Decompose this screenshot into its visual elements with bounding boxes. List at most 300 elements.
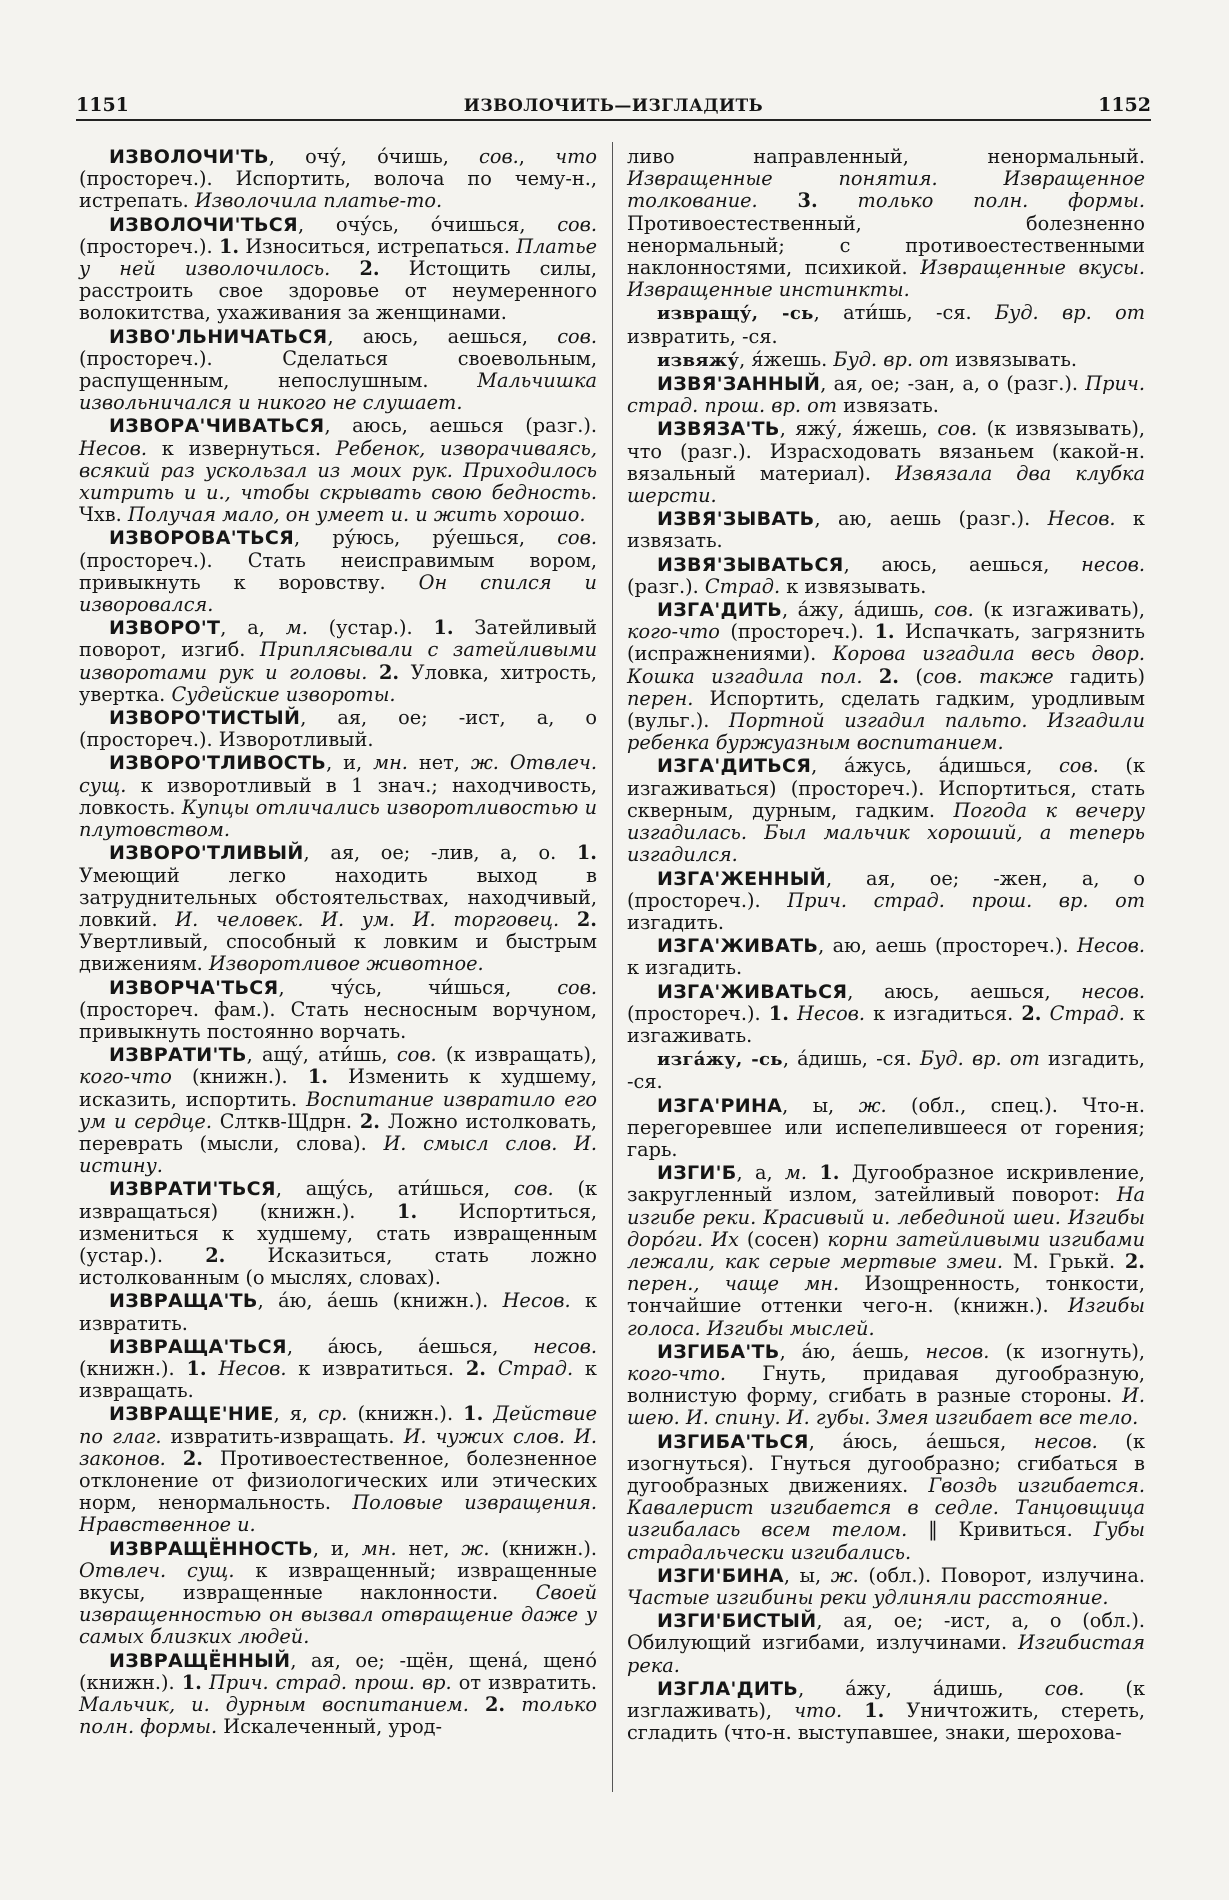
definition-text: , а́ю, а́ешь, (779, 1339, 926, 1363)
definition-text: (обл.). Поворот, излучина. (858, 1563, 1145, 1587)
definition-text: (книжн.). (347, 1402, 464, 1426)
example-text: Гвоздь изгибается. Кавалерист изгибается в седле. Танцовщица изгибалась всем телом. (627, 1473, 1145, 1542)
definition-text: , а́жу, а́дишь, (782, 598, 934, 622)
definition-text: (книжн.). (171, 1065, 308, 1089)
definition-text: Умеющий легко находить выход в затруднительных обстоятельствах, находчивый, ловкий. (79, 863, 597, 931)
definition-text: к изгаживать. (627, 1001, 1145, 1047)
definition-text: , а́жу, а́дишь, (798, 1676, 1045, 1700)
headword: ИЗВОЛОЧИ'ТЬ (109, 146, 269, 168)
example-text: Изгибистая река. (627, 1631, 1145, 1677)
definition-text: к извращенный; извращенные вкусы, извращенные наклонности. (79, 1558, 597, 1604)
sense-number: 2. (1021, 1001, 1042, 1025)
dictionary-entry (627, 1610, 1145, 1677)
definition-text: изгадить. (627, 910, 724, 934)
example-text: Он спился и изворовался. (79, 570, 597, 617)
definition-text: Уловка, хитрость, увертка. (79, 660, 597, 706)
definition-text: Испортить, сделать гадким, уродливым (вульг.). (627, 686, 1145, 733)
headword: ИЗГА'ЖИВАТЬ (657, 935, 819, 958)
example-text: Воспитание извратило его ум и сердце. (79, 1087, 597, 1133)
headword: ИЗВОРО'Т (109, 617, 221, 640)
definition-text: , а́юсь, а́ешься, (286, 1334, 534, 1358)
left-column (79, 146, 597, 1739)
definition-text: к извратить. (79, 1289, 597, 1335)
example-text: мн. (361, 1536, 397, 1560)
example-text: несов. (1033, 1429, 1098, 1453)
definition-text (207, 1357, 219, 1380)
headword: ИЗГИБА'ТЬСЯ (657, 1430, 809, 1453)
example-text: несов. (1081, 979, 1145, 1003)
definition-text: (устар.). (307, 616, 434, 640)
definition-text: Изменить к худшему, исказить, испортить. (79, 1065, 597, 1111)
example-text: перен. (627, 686, 694, 710)
sense-number: 3. (797, 189, 818, 213)
dictionary-entry (627, 1048, 1145, 1093)
headword: ИЗВОРО'ТИСТЫЙ (109, 707, 301, 730)
dictionary-entry (79, 707, 597, 751)
headword: ИЗГА'ЖЕННЫЙ (657, 867, 826, 890)
headword: ИЗВОРО'ТЛИВОСТЬ (109, 752, 327, 775)
dictionary-entry (79, 1336, 597, 1403)
headword: ИЗГА'ДИТЬ (657, 599, 782, 622)
dictionary-entry (627, 981, 1145, 1048)
dictionary-entry (79, 146, 597, 213)
definition-text: (к изглаживать), (627, 1676, 1146, 1723)
example-text: Портной изгадил пальто. Изгадили ребенка буржуазным воспитанием. (627, 709, 1145, 755)
dictionary-entry (79, 326, 597, 415)
dictionary-entry (627, 1341, 1145, 1430)
sense-number: 2. (205, 1243, 226, 1267)
sense-number: 2. (182, 1446, 203, 1470)
definition-text: Испачкать, загрязнить (испражнениями). (627, 620, 1145, 666)
sense-number: 2. (484, 1693, 506, 1717)
example-text: Буд. вр. (994, 301, 1092, 325)
sense-number: 1. (864, 1699, 885, 1723)
sense-number: 2. (1124, 1249, 1145, 1273)
running-title: ИЗВОЛОЧИТЬ—ИЗГЛАДИТЬ (463, 96, 764, 116)
dictionary-entry (627, 1565, 1145, 1609)
dictionary-entry (627, 418, 1145, 507)
example-text: Действие по глаг. (79, 1402, 597, 1448)
definition-text: (разг.). (627, 574, 705, 598)
definition-text: (простореч.). (79, 234, 219, 258)
example-text: ж. (470, 751, 499, 775)
page-number-right: 1152 (1098, 94, 1151, 116)
definition-text: , ру́юсь, ру́ешься, (294, 526, 558, 550)
example-text: И. смысл слов. И. истину. (79, 1131, 597, 1178)
example-text: сов. (479, 145, 519, 168)
definition-text: Противоестественный, болезненно ненормальный; с противоестественными наклонностями, психикой. (627, 211, 1145, 280)
example-text: сов. (1059, 754, 1099, 778)
definition-text: , аю, аешь (простореч.). (818, 934, 1078, 958)
definition-text (789, 1002, 797, 1025)
definition-text: (простореч.). (719, 620, 875, 644)
sense-number: 1. (463, 1402, 484, 1426)
definition-text: Чхв. (79, 503, 128, 527)
sense-number: 1. (397, 1199, 418, 1223)
example-text: Прич. страд. прош. вр. (208, 1670, 452, 1694)
definition-text: (простореч.). Испортить, волоча по чему-н., истрепать. (79, 167, 597, 213)
dictionary-entry (79, 1403, 597, 1536)
example-text: несов. (533, 1334, 597, 1358)
headword: ИЗВОРЧА'ТЬСЯ (109, 976, 279, 999)
definition-text: (к извращаться) (книжн.). (79, 1177, 598, 1223)
definition-text: (к изгаживать), (973, 598, 1145, 622)
example-text: И. чужих слов. И. законов. (79, 1424, 598, 1470)
definition-text: , аюсь, аешься, (327, 324, 558, 348)
definition-text (758, 189, 798, 212)
definition-text: , ащу́, ати́шь, (246, 1043, 397, 1067)
definition-text: , аюсь, аешься, (847, 979, 1082, 1003)
example-text: Своей извращенностью он вызвал отвращение даже у самых близких людей. (79, 1581, 597, 1649)
example-text: Изворотливое животное. (208, 952, 484, 976)
headword: ИЗГЛА'ДИТЬ (657, 1677, 799, 1700)
definition-text: , а, (736, 1161, 785, 1185)
dictionary-entry (627, 302, 1145, 347)
column-divider (612, 142, 613, 1792)
definition-text: , чу́сь, чи́шься, (278, 975, 558, 999)
example-text: Несов. (1047, 507, 1116, 531)
definition-text: , аюсь, аешься (разг.). (324, 414, 597, 438)
sense-number: 1. (307, 1065, 328, 1089)
definition-text: , а́юсь, а́ешься, (808, 1429, 1034, 1453)
definition-text: нет, (396, 1536, 462, 1560)
definition-text: (книжн.). (79, 1356, 187, 1380)
headword: ИЗВОРА'ЧИВАТЬСЯ (109, 415, 325, 438)
headword: ИЗВОЛОЧИ'ТЬСЯ (109, 213, 298, 236)
example-text: Несов. (797, 1001, 866, 1025)
example-text: Несов. (218, 1356, 287, 1380)
definition-text: Исказиться, стать ложно истолкованным (о мыслях, словах). (79, 1243, 597, 1290)
definition-text (703, 1228, 711, 1251)
dictionary-entry (627, 508, 1145, 552)
dictionary-entry (627, 1162, 1145, 1340)
example-text: Корова изгадила весь двор. Кошка изгадила пол. (627, 642, 1145, 688)
definition-text (807, 1161, 819, 1184)
right-column (627, 146, 1145, 1745)
dictionary-entry (627, 599, 1145, 754)
definition-text (559, 908, 577, 931)
headword: ИЗВРАЩА'ТЬСЯ (109, 1335, 287, 1358)
dictionary-entry (79, 842, 597, 975)
definition-text: , я́жешь. (739, 347, 834, 371)
definition-text (842, 1699, 864, 1722)
dictionary-entry (79, 617, 597, 706)
dictionary-entry (79, 214, 597, 325)
definition-text: Испортиться, измениться к худшему, стать извращенным (устар.). (79, 1199, 597, 1267)
definition-text: к изгадить. (627, 956, 743, 980)
definition-text: Слткв-Щдрн. (211, 1109, 360, 1133)
definition-text: Уничтожить, стереть, сгладить (что-н. выступавшее, знаки, шерохова- (627, 1699, 1145, 1745)
definition-text: к извернуться. (146, 436, 336, 460)
dictionary-entry (79, 752, 597, 841)
definition-text: (книжн.). (489, 1536, 597, 1560)
dictionary-entry (627, 868, 1145, 935)
example-text: Изволочила платье-то. (194, 189, 443, 213)
sense-number: 2. (378, 660, 400, 684)
definition-text: (простореч.). (627, 1001, 769, 1025)
dictionary-entry (79, 977, 597, 1044)
entry-continuation (627, 146, 1145, 301)
definition-text: ливо направленный, ненормальный. (627, 145, 1145, 168)
example-text: Мальчик, и. дурным воспитанием. (79, 1693, 469, 1717)
example-text: Их (711, 1227, 739, 1251)
example-text: Купцы отличались изворотливостью и плутовством. (79, 795, 598, 842)
example-text: ср. (318, 1402, 348, 1426)
example-text: Прич. страд. прош. вр. от (787, 888, 1145, 912)
example-text: сов. (934, 598, 974, 622)
definition-text: (простореч.). Сделаться своевольным, распущенным, непослушным. (79, 346, 597, 393)
definition-text: , ая, ое; -ист, а, о (простореч.). Изворотливый. (79, 706, 597, 752)
definition-text: , а́дишь, -ся. (782, 1047, 921, 1071)
headword: ИЗВЯ'ЗЫВАТЬСЯ (657, 553, 844, 576)
example-text: м. (784, 1161, 808, 1185)
definition-text (330, 257, 359, 280)
definition-text: , аюсь, аешься, (843, 552, 1082, 576)
example-text: Несов. (502, 1289, 571, 1313)
example-text: только полн. формы. (79, 1693, 598, 1739)
example-text: ж. (858, 1093, 887, 1117)
example-text: Буд. вр. от (920, 1047, 1040, 1071)
definition-text: , ая, ое; -зан, а, о (разг.). (820, 372, 1086, 396)
definition-text: (к изогнуть), (989, 1339, 1145, 1363)
example-text: кого-что. (627, 1361, 727, 1385)
definition-text: , очу́, о́чишь, (268, 145, 480, 168)
definition-text: Гнуть, придавая дугообразную, волнистую форму, сгибать в разные стороны. (627, 1361, 1145, 1408)
example-text: сов. (557, 526, 597, 550)
example-text: сов. (1044, 1676, 1085, 1700)
headword: ИЗГИ'Б (657, 1162, 737, 1185)
headword: ИЗВЯЗА'ТЬ (657, 418, 780, 441)
example-text: сов. (937, 417, 978, 441)
dictionary-entry (79, 415, 597, 526)
definition-text: Истощить силы, расстроить свое здоровье от неумеренного волокитства, ухаживания за женщинами. (79, 257, 598, 325)
definition-text: Увертливый, способный к ловким и быстрым движениям. (79, 930, 597, 976)
definition-text: , я, (273, 1402, 319, 1426)
sense-number: 2. (878, 664, 900, 688)
definition-text: извязать. (837, 394, 939, 418)
example-text: Частые изгибины реки удлиняли расстояние. (627, 1586, 1109, 1609)
definition-text: , ы, (782, 1093, 859, 1117)
example-text: ж. (461, 1536, 490, 1560)
dictionary-entry (79, 1650, 597, 1739)
example-text: Несов. (1077, 934, 1145, 958)
sense-number: 1. (768, 1001, 789, 1025)
definition-text (505, 1693, 521, 1716)
definition-text: , ы, (783, 1563, 831, 1587)
definition-text: к извратиться. (286, 1356, 466, 1380)
definition-text: Ложно истолковать, переврать (мысли, слова). (79, 1109, 597, 1155)
headword: изга́жу, -сь (657, 1049, 783, 1071)
page-header (76, 94, 1151, 120)
definition-text: изгадить, -ся. (627, 1047, 1145, 1094)
example-text: сов. (557, 212, 597, 236)
definition-text: , ати́шь, -ся. (813, 301, 995, 325)
sense-number: 1. (433, 616, 454, 640)
headword: ИЗГИ'БИНА (657, 1564, 784, 1587)
sense-number: 1. (576, 841, 597, 865)
definition-text: (сосен) (738, 1227, 828, 1251)
sense-number: 2. (359, 257, 380, 281)
example-text: несов. (925, 1339, 990, 1363)
headword: ИЗВРАЩЕ'НИЕ (109, 1403, 274, 1426)
example-text: что (555, 145, 597, 168)
headword: ИЗВЯ'ЗАННЫЙ (657, 373, 821, 396)
example-text: кого-что (627, 620, 720, 644)
example-text: Судейские извороты. (171, 682, 396, 706)
example-text: мн. (373, 751, 408, 775)
sense-number: 2. (359, 1109, 381, 1133)
definition-text: , ая, ое; -лив, а, о. (303, 841, 577, 865)
example-text: Извращенные вкусы. Извращенные инстинкты. (627, 256, 1145, 302)
definition-text (483, 1402, 493, 1425)
definition-text: , и, (326, 751, 374, 775)
definition-text: (простореч.). Стать неисправимым вором, привыкнуть к воровству. (79, 548, 597, 594)
dictionary-entry (627, 935, 1145, 979)
headword: ИЗГА'РИНА (657, 1094, 783, 1117)
definition-text: к изгадиться. (865, 1001, 1022, 1025)
headword: извяжу́ (657, 349, 740, 371)
example-text: Буд. вр. от (833, 347, 949, 371)
definition-text: к извязать. (627, 507, 1145, 553)
definition-text: , а, (220, 616, 286, 640)
definition-text (863, 665, 879, 688)
example-text: Ребенок, изворачиваясь, всякий раз ускользал из моих рук. Приходилось хитрить и и., чтобы скрывать свою бедность. (79, 436, 597, 505)
headword: извращу́, -сь (657, 303, 814, 325)
definition-text: извратить, -ся. (627, 324, 778, 348)
definition-text: (к извращать), (436, 1043, 597, 1067)
definition-text: извратить-извращать. (161, 1424, 404, 1448)
definition-text (1092, 301, 1115, 324)
dictionary-entry (79, 527, 597, 616)
dictionary-entry (627, 349, 1145, 372)
definition-text: нет, (407, 751, 471, 775)
definition-text: ( (899, 664, 923, 688)
definition-text: к извязывать. (780, 574, 927, 598)
example-text: только полн. формы. (857, 189, 1146, 213)
example-text: Половые извращения. Нравственное и. (79, 1491, 597, 1537)
definition-text (469, 1693, 485, 1716)
definition-text: извязывать. (948, 347, 1077, 371)
example-text: от (1115, 301, 1146, 325)
definition-text: к изворотливый в 1 знач.; находчивость, ловкость. (79, 773, 597, 819)
definition-text: , ащу́сь, ати́шься, (275, 1177, 514, 1201)
example-text: И. человек. И. ум. И. торговец. (175, 907, 560, 931)
definition-text (818, 189, 858, 212)
definition-text: , аю, аешь (разг.). (814, 507, 1048, 531)
definition-text: , яжу́, я́жешь, (779, 417, 938, 441)
headword: ИЗГИ'БИСТЫЙ (657, 1610, 817, 1633)
headword: ИЗВРАЩА'ТЬ (109, 1290, 258, 1313)
example-text: несов. (1081, 552, 1145, 576)
example-text: Несов. (79, 436, 147, 460)
header-rule (76, 119, 1151, 121)
headword: ИЗГА'ДИТЬСЯ (657, 755, 812, 778)
example-text: Извязала два клубка шерсти. (627, 461, 1145, 508)
definition-text (166, 1447, 183, 1470)
sense-number: 1. (181, 1670, 202, 1694)
sense-number: 2. (576, 907, 597, 931)
definition-text: , ая, ое; -ист, а, о (обл.). Обилующий изгибами, излучинами. (627, 1609, 1145, 1655)
definition-text: (простореч. фам.). Стать несносным ворчуном, привыкнуть постоянно ворчать. (79, 997, 597, 1043)
example-text: Изгибы голоса. Изгибы мыслей. (627, 1294, 1145, 1340)
definition-text: гадить) (1053, 664, 1145, 688)
definition-text: Износиться, истрепаться. (239, 234, 517, 258)
definition-text: Затейливый поворот, изгиб. (79, 616, 597, 662)
dictionary-entry (79, 1178, 597, 1289)
example-text: Отвлеч. сущ. (79, 1558, 235, 1582)
definition-text: , (518, 145, 556, 168)
example-text: Губы страдальчески изгибались. (627, 1518, 1145, 1564)
example-text: сов. (557, 324, 597, 348)
example-text: кого-что (79, 1065, 172, 1089)
definition-text: (к извязывать), что (разг.). Израсходовать вязаньем (какой-н. вязальный материал). (627, 417, 1145, 485)
example-text: Страд. (704, 574, 781, 598)
definition-text: (к изгаживаться) (простореч.). Испортиться, стать скверным, дурным, гадким. (627, 754, 1145, 822)
definition-text: Противоестественное, болезненное отклонение от физиологических или этических норм, ненормальность. (79, 1446, 597, 1515)
headword: ИЗВО'ЛЬНИЧАТЬСЯ (109, 325, 328, 348)
example-text: Страд. (497, 1356, 574, 1380)
headword: ИЗВЯ'ЗЫВАТЬ (657, 508, 815, 531)
definition-text: , очу́сь, о́чишься, (297, 212, 558, 236)
definition-text: (к изогнуться). Гнуться дугообразно; сгибаться в дугообразных движениях. (627, 1429, 1145, 1497)
sense-number: 1. (819, 1161, 840, 1185)
page-number-left: 1151 (76, 94, 129, 116)
example-text: Приплясывали с затейливыми изворотами рук и головы. (79, 638, 597, 684)
definition-text: от извратить. (451, 1670, 597, 1694)
dictionary-entry (627, 554, 1145, 598)
definition-text (499, 751, 510, 774)
example-text: Отвлеч. сущ. (79, 751, 597, 797)
sense-number: 1. (874, 620, 895, 644)
example-text: Извращенные понятия. Извращенное толкование. (627, 167, 1145, 213)
example-text: Страд. (1049, 1001, 1125, 1025)
example-text: Погода к вечеру изгадилась. Был мальчик хороший, а теперь изгадился. (627, 798, 1145, 867)
dictionary-entry (627, 755, 1145, 866)
example-text: сов. также (922, 664, 1054, 688)
example-text: Получая мало, он умеет и. и жить хорошо. (127, 503, 586, 527)
definition-text: Дугообразное искривление, закругленный излом, затейливый поворот: (627, 1161, 1145, 1207)
example-text: что. (794, 1699, 843, 1723)
example-text: Прич. страд. прош. вр. от (627, 372, 1145, 418)
headword: ИЗВОРОВА'ТЬСЯ (109, 527, 295, 550)
dictionary-entry (627, 373, 1145, 417)
definition-text: , а́жусь, а́дишься, (811, 754, 1059, 778)
example-text: м. (285, 616, 308, 640)
definition-text (486, 1357, 498, 1380)
example-text: И. шею. И. спину. И. губы. Змея изгибает все тело. (627, 1384, 1145, 1430)
dictionary-entry (79, 1290, 597, 1334)
example-text: перен., чаще мн. (627, 1272, 840, 1296)
example-text: сов. (557, 975, 597, 999)
dictionary-entry (79, 1538, 597, 1649)
headword: ИЗГА'ЖИВАТЬСЯ (657, 980, 848, 1003)
example-text: сов. (396, 1043, 437, 1067)
dictionary-entry (627, 1678, 1145, 1745)
sense-number: 2. (465, 1356, 486, 1380)
definition-text: , а́ю, а́ешь (книжн.). (257, 1289, 503, 1313)
definition-text: (обл., спец.). Что-н. перегоревшее или испепелившееся от горения; гарь. (627, 1093, 1145, 1161)
example-text: ж. (830, 1563, 859, 1587)
example-text: На изгибе реки. Красивый и. лебединой шеи. Изгибы доро́ги. (627, 1183, 1145, 1251)
definition-text: Изощренность, тонкости, тончайшие оттенки чего-н. (книжн.). (627, 1272, 1145, 1318)
dictionary-entry (79, 1044, 597, 1177)
sense-number: 1. (186, 1356, 207, 1380)
sense-number: 1. (218, 234, 240, 258)
headword: ИЗВРАЩЁННОСТЬ (109, 1537, 313, 1560)
headword: ИЗВРАТИ'ТЬСЯ (109, 1178, 276, 1201)
definition-text: М. Грькй. (1003, 1249, 1125, 1273)
definition-text (1041, 1002, 1049, 1025)
